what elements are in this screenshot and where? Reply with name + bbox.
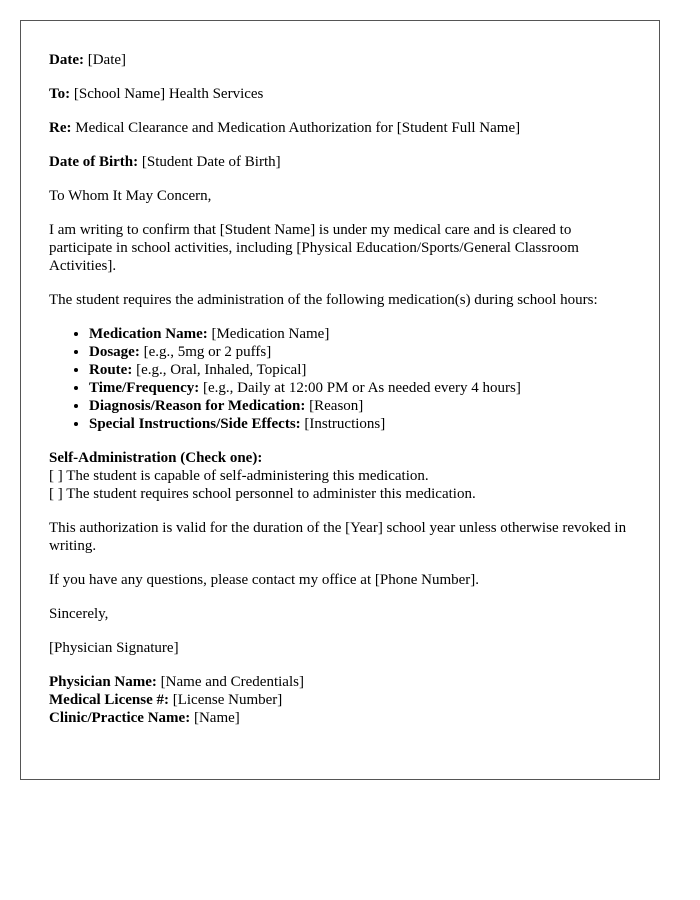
dob-line xyxy=(49,153,631,171)
route-value: [e.g., Oral, Inhaled, Topical] xyxy=(136,362,307,378)
license-line xyxy=(49,691,631,709)
dob-value: [Student Date of Birth] xyxy=(141,154,281,170)
physician-name-value: [Name and Credentials] xyxy=(160,674,304,690)
physician-name-line xyxy=(49,673,631,691)
diagnosis-value: [Reason] xyxy=(309,398,364,414)
list-item xyxy=(89,325,631,343)
medication-list xyxy=(49,325,631,433)
license-value: [License Number] xyxy=(172,692,283,708)
list-item xyxy=(89,361,631,379)
clinic-value: [Name] xyxy=(193,710,240,726)
to-value: [School Name] Health Services xyxy=(73,86,264,102)
clinic-line xyxy=(49,709,631,727)
medication-name-value: [Medication Name] xyxy=(211,326,330,342)
requirement-paragraph: The student requires the administration of the following medication(s) during school hours: xyxy=(49,292,598,308)
contact-paragraph: If you have any questions, please contact my office at [Phone Number]. xyxy=(49,572,480,588)
instructions-label: Special Instructions/Side Effects: xyxy=(89,416,301,432)
validity-paragraph: This authorization is valid for the duration of the [Year] school year unless otherwise revoked in writing. xyxy=(49,520,627,554)
list-item xyxy=(89,343,631,361)
medication-name-label: Medication Name: xyxy=(89,326,208,342)
date-line xyxy=(49,51,631,69)
instructions-value: [Instructions] xyxy=(304,416,386,432)
self-administration-section xyxy=(49,449,631,503)
physician-name-label: Physician Name: xyxy=(49,674,157,690)
license-label: Medical License #: xyxy=(49,692,169,708)
list-item xyxy=(89,397,631,415)
diagnosis-label: Diagnosis/Reason for Medication: xyxy=(89,398,306,414)
dosage-label: Dosage: xyxy=(89,344,140,360)
re-label: Re: xyxy=(49,120,72,136)
signature-placeholder: [Physician Signature] xyxy=(49,640,179,656)
date-label: Date: xyxy=(49,52,84,68)
dosage-value: [e.g., 5mg or 2 puffs] xyxy=(143,344,272,360)
route-label: Route: xyxy=(89,362,133,378)
to-label: To: xyxy=(49,86,71,102)
closing: Sincerely, xyxy=(49,606,109,622)
intro-paragraph: I am writing to confirm that [Student Name] is under my medical care and is cleared to participate in school activities, including [Physical Education/Sports/General Classroom Activities]. xyxy=(49,222,579,274)
letter-document xyxy=(20,20,660,780)
date-value: [Date] xyxy=(87,52,127,68)
list-item xyxy=(89,415,631,433)
self-administration-option-personnel: [ ] The student requires school personnel to administer this medication. xyxy=(49,486,476,502)
self-administration-heading: Self-Administration (Check one): xyxy=(49,450,263,466)
clinic-label: Clinic/Practice Name: xyxy=(49,710,191,726)
dob-label: Date of Birth: xyxy=(49,154,139,170)
re-value: Medical Clearance and Medication Authorization for [Student Full Name] xyxy=(75,120,521,136)
self-administration-option-capable: [ ] The student is capable of self-administering this medication. xyxy=(49,468,429,484)
physician-details xyxy=(49,673,631,727)
to-line xyxy=(49,85,631,103)
frequency-value: [e.g., Daily at 12:00 PM or As needed every 4 hours] xyxy=(203,380,521,396)
salutation: To Whom It May Concern, xyxy=(49,188,212,204)
re-line xyxy=(49,119,631,137)
frequency-label: Time/Frequency: xyxy=(89,380,200,396)
list-item xyxy=(89,379,631,397)
